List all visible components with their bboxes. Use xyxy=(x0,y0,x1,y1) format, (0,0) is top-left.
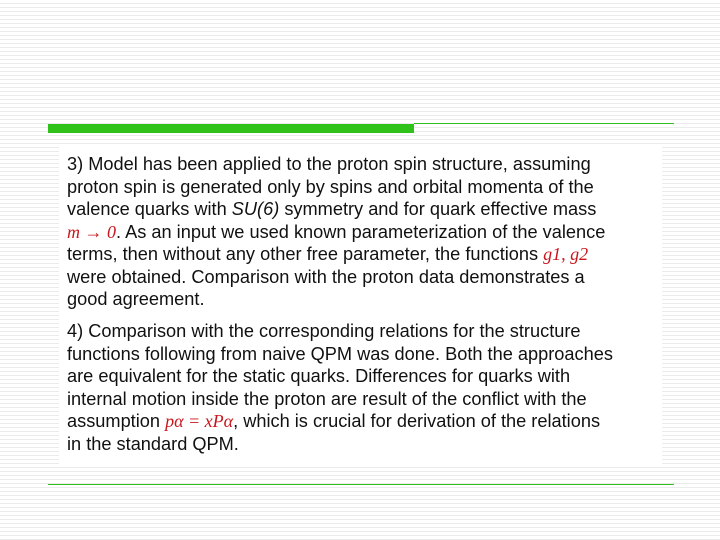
mass-limit-formula: m → 0 xyxy=(67,221,116,242)
text-run: valence quarks with xyxy=(67,199,232,219)
momentum-assumption-formula: pα = xPα xyxy=(165,411,234,431)
su6-symbol: SU(6) xyxy=(231,199,280,219)
text-line xyxy=(67,221,667,244)
text-line: are equivalent for the static quarks. Differences for quarks with xyxy=(67,366,571,386)
text-line: functions following from naive QPM was done. Both the approaches xyxy=(67,343,613,364)
text-line xyxy=(67,410,667,433)
text-run: symmetry and for quark effective mass xyxy=(279,199,597,219)
footer-rule xyxy=(48,484,674,485)
text-line: 4) Comparison with the corresponding relations for the structure xyxy=(67,321,581,341)
text-run: assumption xyxy=(67,411,166,431)
text-run: , which is crucial for derivation of the relations xyxy=(233,411,601,431)
text-line: were obtained. Comparison with the proton data demonstrates a xyxy=(67,266,585,287)
slide-body xyxy=(59,145,662,465)
text-line: good agreement. xyxy=(67,289,205,309)
text-line xyxy=(67,198,667,221)
title-rule-thin xyxy=(414,123,674,124)
structure-functions-formula: g1, g2 xyxy=(543,244,589,264)
text-line: internal motion inside the proton are result of the conflict with the xyxy=(67,388,587,409)
text-line: 3) Model has been applied to the proton spin structure, assuming xyxy=(67,154,591,174)
paragraph-4-comparison xyxy=(67,320,667,455)
text-line xyxy=(67,243,667,266)
text-line: in the standard QPM. xyxy=(67,433,239,454)
text-run: terms, then without any other free parameter, the functions xyxy=(67,244,544,264)
paragraph-3-model xyxy=(67,153,667,311)
text-line: proton spin is generated only by spins and orbital momenta of the xyxy=(67,176,594,197)
title-rule-thick xyxy=(48,124,414,133)
text-run: . As an input we used known parameterization of the valence xyxy=(116,221,606,242)
